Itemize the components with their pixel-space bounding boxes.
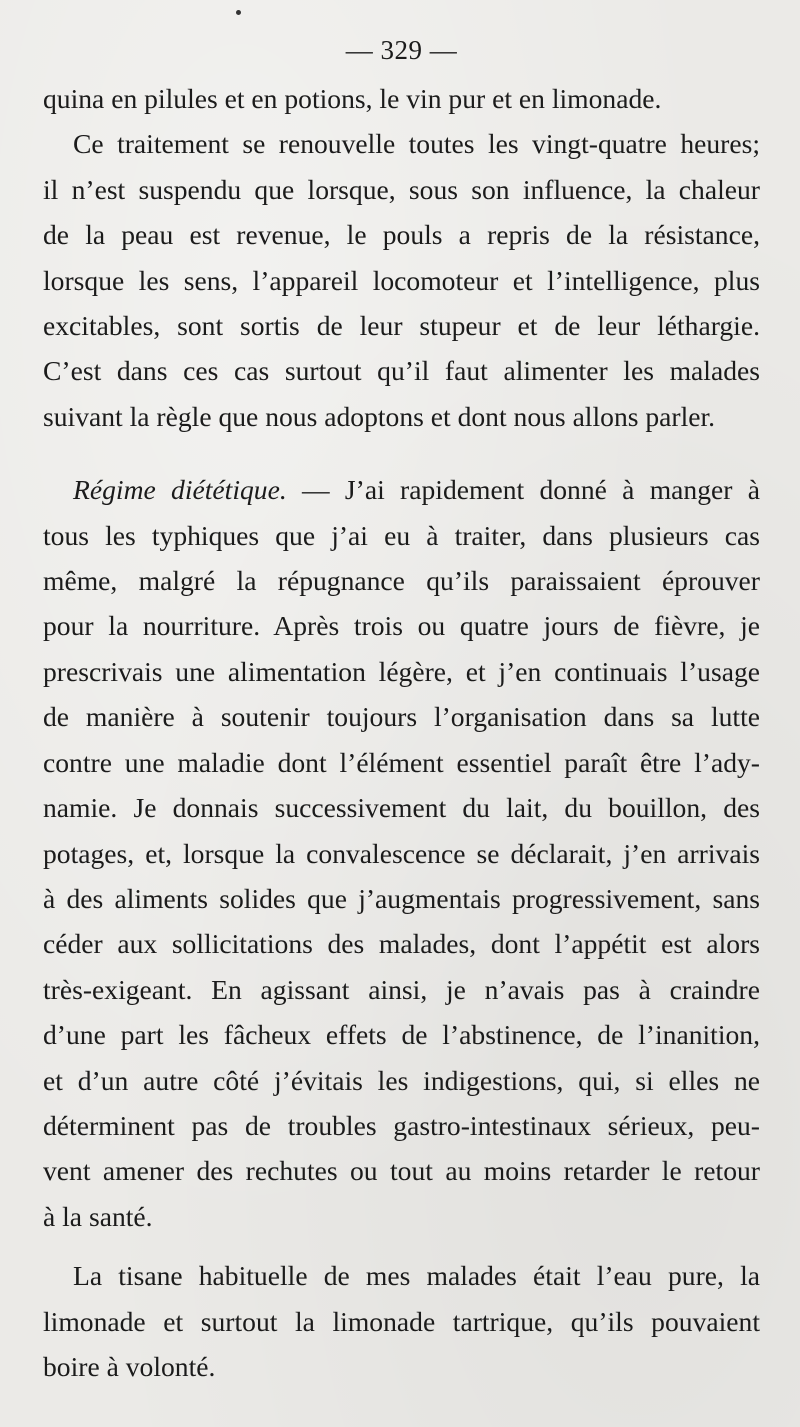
text-line: lorsque les sens, l’appareil locomoteur et l’intelligence, plus <box>43 264 760 296</box>
section-heading: Régime diététique. <box>73 474 287 506</box>
text-line: quina en pilules et en potions, le vin pur et en limonade. <box>43 83 662 114</box>
text-line: boire à volonté. <box>43 1350 216 1382</box>
text-line: C’est dans ces cas surtout qu’il faut alimenter les malades <box>43 355 760 387</box>
text-line: contre une maladie dont l’élément essentiel paraît être l’ady- <box>43 746 760 778</box>
text-line: potages, et, lorsque la convalescence se déclarait, j’en arrivais <box>43 837 760 869</box>
text-line: à des aliments solides que j’augmentais progressivement, sans <box>43 882 760 914</box>
text-line: déterminent pas de troubles gastro-intestinaux sérieux, peu- <box>43 1109 760 1141</box>
text-line: pour la nourriture. Après trois ou quatre jours de fièvre, je <box>43 610 760 642</box>
page-number: — 329 — <box>345 35 458 65</box>
paragraph-2 <box>43 121 760 439</box>
text-line: limonade et surtout la limonade tartrique, qu’ils pouvaient <box>43 1305 760 1337</box>
text-line: excitables, sont sortis de leur stupeur et de leur léthargie. <box>43 310 760 342</box>
paragraph-1 <box>43 76 760 121</box>
text-line-continuation: — J’ai rapidement donné à manger à <box>286 474 760 506</box>
text-line: d’une part les fâcheux effets de l’abstinence, de l’inanition, <box>43 1019 760 1051</box>
text-line: de manière à soutenir toujours l’organisation dans sa lutte <box>43 701 760 733</box>
text-line: même, malgré la répugnance qu’ils paraissaient éprouver <box>43 565 760 597</box>
text-line <box>43 467 760 512</box>
paragraph-spacer <box>43 439 760 467</box>
text-line: tous les typhiques que j’ai eu à traiter, dans plusieurs cas <box>43 519 760 551</box>
text-line: Ce traitement se renouvelle toutes les vingt-quatre heures; <box>73 128 760 160</box>
text-line: de la peau est revenue, le pouls a repris de la résistance, <box>43 219 760 251</box>
text-line: namie. Je donnais successivement du lait, du bouillon, des <box>43 792 760 824</box>
text-line: et d’un autre côté j’évitais les indigestions, qui, si elles ne <box>43 1064 760 1096</box>
text-line: vent amener des rechutes ou tout au moins retarder le retour <box>43 1155 760 1187</box>
paragraph-spacer <box>43 1239 760 1253</box>
paragraph-4 <box>43 1253 760 1389</box>
paragraph-3 <box>43 467 760 1239</box>
ink-speck <box>236 10 241 15</box>
text-line: prescrivais une alimentation légère, et j’en continuais l’usage <box>43 655 760 687</box>
text-line: céder aux sollicitations des malades, dont l’appétit est alors <box>43 928 760 960</box>
text-line: à la santé. <box>43 1200 153 1232</box>
text-line: La tisane habituelle de mes malades était l’eau pure, la <box>73 1260 760 1292</box>
body-text <box>43 76 760 1389</box>
text-line: suivant la règle que nous adoptons et dont nous allons parler. <box>43 400 716 432</box>
text-line: il n’est suspendu que lorsque, sous son influence, la chaleur <box>43 173 760 205</box>
text-line: très-exigeant. En agissant ainsi, je n’avais pas à craindre <box>43 973 760 1005</box>
